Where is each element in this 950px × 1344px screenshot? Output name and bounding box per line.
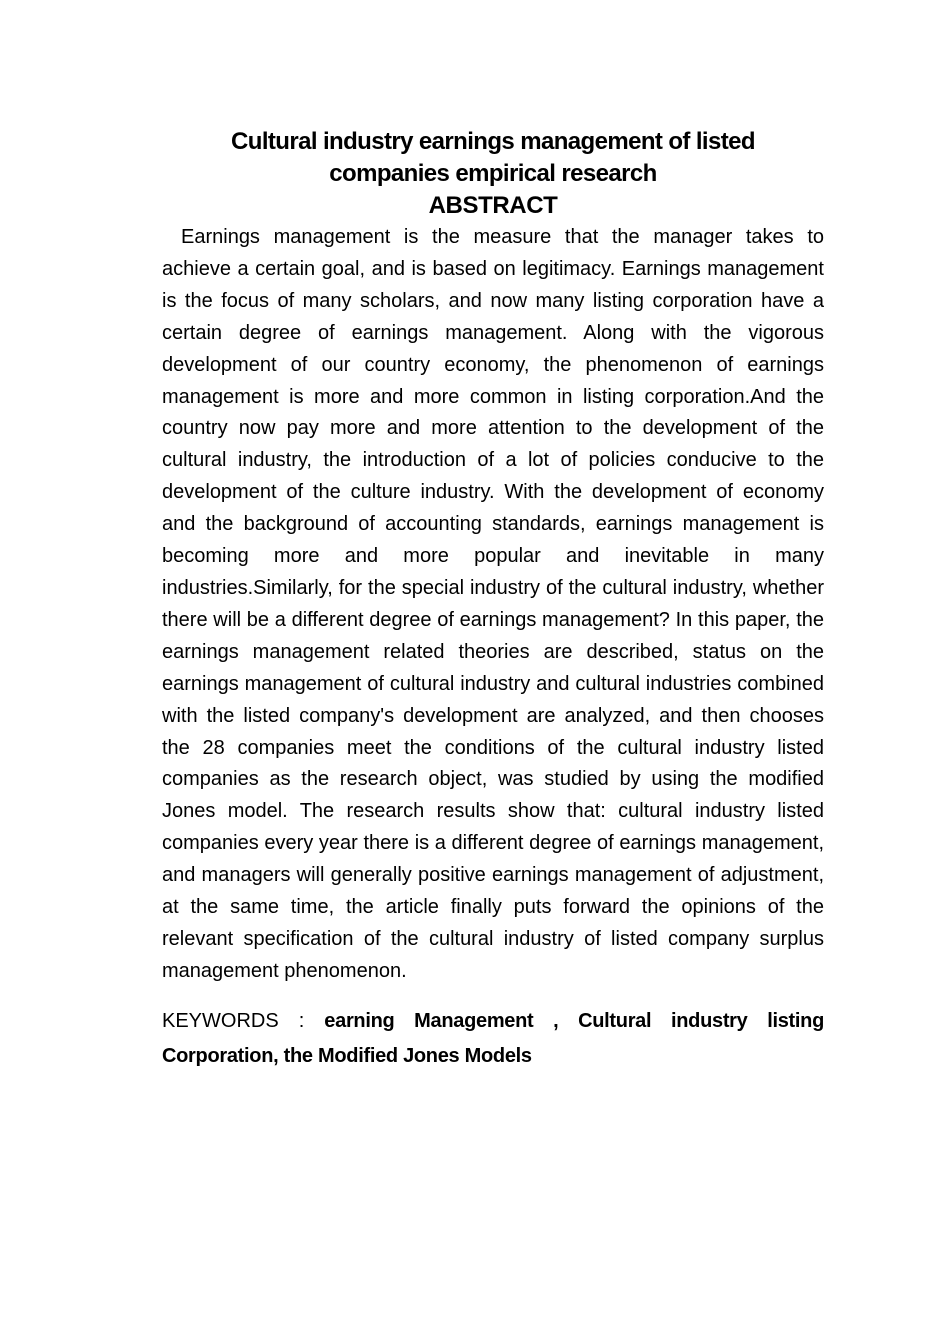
document-page	[162, 126, 824, 1074]
abstract-body: Earnings management is the measure that the manager takes to achieve a certain goal, and is based on legitimacy. Earnings management is the focus of many scholars, and now many listing corporation have a certain degree of earnings management. Along with the vigorous development of our country economy, the phenomenon of earnings management is more and more common in listing corporation.And the country now pay more and more attention to the development of the cultural industry, the introduction of a lot of policies conducive to the development of the culture industry. With the development of economy and the background of accounting standards, earnings management is becoming more and more popular and inevitable in many industries.Similarly, for the special industry of the cultural industry, whether there will be a different degree of earnings management? In this paper, the earnings management related theories are described, status on the earnings management of cultural industry and cultural industries combined with the listed company's development are analyzed, and then chooses the 28 companies meet the conditions of the cultural industry listed companies as the research object, was studied by using the modified Jones model. The research results show that: cultural industry listed companies every year there is a different degree of earnings management, and managers will generally positive earnings management of adjustment, at the same time, the article finally puts forward the opinions of the relevant specification of the cultural industry of listed company surplus management phenomenon.	[162, 226, 824, 982]
abstract-heading: ABSTRACT	[428, 192, 558, 219]
keywords-label: KEYWORDS :	[162, 1009, 305, 1032]
paper-title-line-2: companies empirical research	[329, 160, 657, 187]
paper-title	[162, 126, 824, 190]
keywords	[162, 1004, 824, 1074]
keywords-terms: earning Management , Cultural industry listing Corporation, the Modified Jones Models	[162, 1009, 824, 1067]
paper-title-line-1: Cultural industry earnings management of listed	[231, 128, 755, 155]
